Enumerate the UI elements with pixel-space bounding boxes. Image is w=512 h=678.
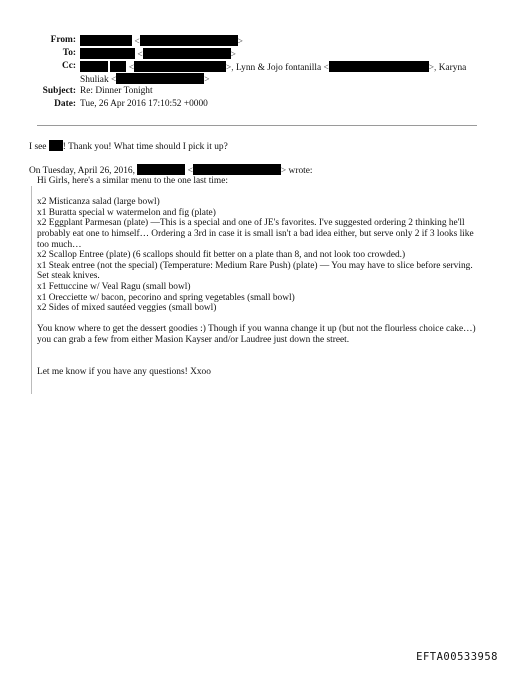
redaction [110,61,126,72]
cc-value-cont: Shuliak < > [80,75,210,85]
dessert-note: You know where to get the dessert goodies :) Though if you wanna change it up (but not the flourless choice cake…) you can grab a few from either Masion Kayser and/or Laudree just down the street. [37,324,476,345]
menu-item: x1 Orecciette w/ bacon, pecorino and spring vegetables (small bowl) [37,292,295,303]
closing-line: Let me know if you have any questions! Xxoo [37,366,211,377]
redaction [137,164,185,175]
menu-item: x2 Eggplant Parmesan (plate) —This is a special and one of JE's favorites. I've suggested ordering 2 thinking he'll probably eat one to himself… Ordering a 3rd in case it is small isn't a bad idea either, but serve only 2 if 3 looks like too much… [37,218,474,250]
cc-value: < >, Lynn & Jojo fontanilla < >, Karyna [80,61,466,73]
redaction [49,140,63,151]
redaction [140,35,238,46]
subject-value: Re: Dinner Tonight [80,86,153,96]
quote-header-date: On Tuesday, April 26, 2016, [29,166,135,176]
cc-name-karyna: Karyna [438,63,467,73]
header-divider [37,125,477,126]
date-label: Date: [54,99,76,109]
redaction [80,61,108,72]
redaction [80,48,135,59]
date-value: Tue, 26 Apr 2016 17:10:52 +0000 [80,99,208,109]
redaction [134,61,226,72]
from-value: < > [80,35,243,47]
redaction [143,48,231,59]
cc-name-lynn: Lynn & Jojo fontanilla [235,63,322,73]
quoted-body [37,176,482,377]
menu-item: x1 Fettuccine w/ Veal Ragu (small bowl) [37,281,191,292]
quote-bar [31,186,32,394]
redaction [329,61,429,72]
redaction [193,164,281,175]
menu-item: x2 Misticanza salad (large bowl) [37,197,160,208]
quote-header: On Tuesday, April 26, 2016, < > wrote: [29,166,313,176]
subject-label: Subject: [42,86,76,96]
reply-line [29,140,228,152]
menu-item: x2 Sides of mixed sautéed veggies (small bowl) [37,303,217,314]
to-label: To: [62,48,76,58]
reply-prefix: I see [29,142,47,152]
menu-item: x2 Scallop Entree (plate) (6 scallops should fit better on a plate than 8, and not look too crowded.) [37,250,406,261]
redaction [116,73,204,84]
quoted-intro: Hi Girls, here's a similar menu to the one last time: [37,176,228,186]
cc-name-shuliak: Shuliak [80,75,109,85]
bates-number: EFTA00533958 [416,651,498,663]
redaction [80,35,132,46]
to-value: < > [80,48,236,60]
menu-item: x1 Buratta special w watermelon and fig (plate) [37,207,216,218]
cc-label: Cc: [61,61,76,71]
reply-text: ! Thank you! What time should I pick it up? [62,142,228,152]
quote-header-wrote: wrote: [288,166,313,176]
from-label: From: [50,35,76,45]
menu-item: x1 Steak entree (not the special) (Temperature: Medium Rare Push) (plate) — You may have to slice before serving. Set steak knives. [37,260,473,282]
